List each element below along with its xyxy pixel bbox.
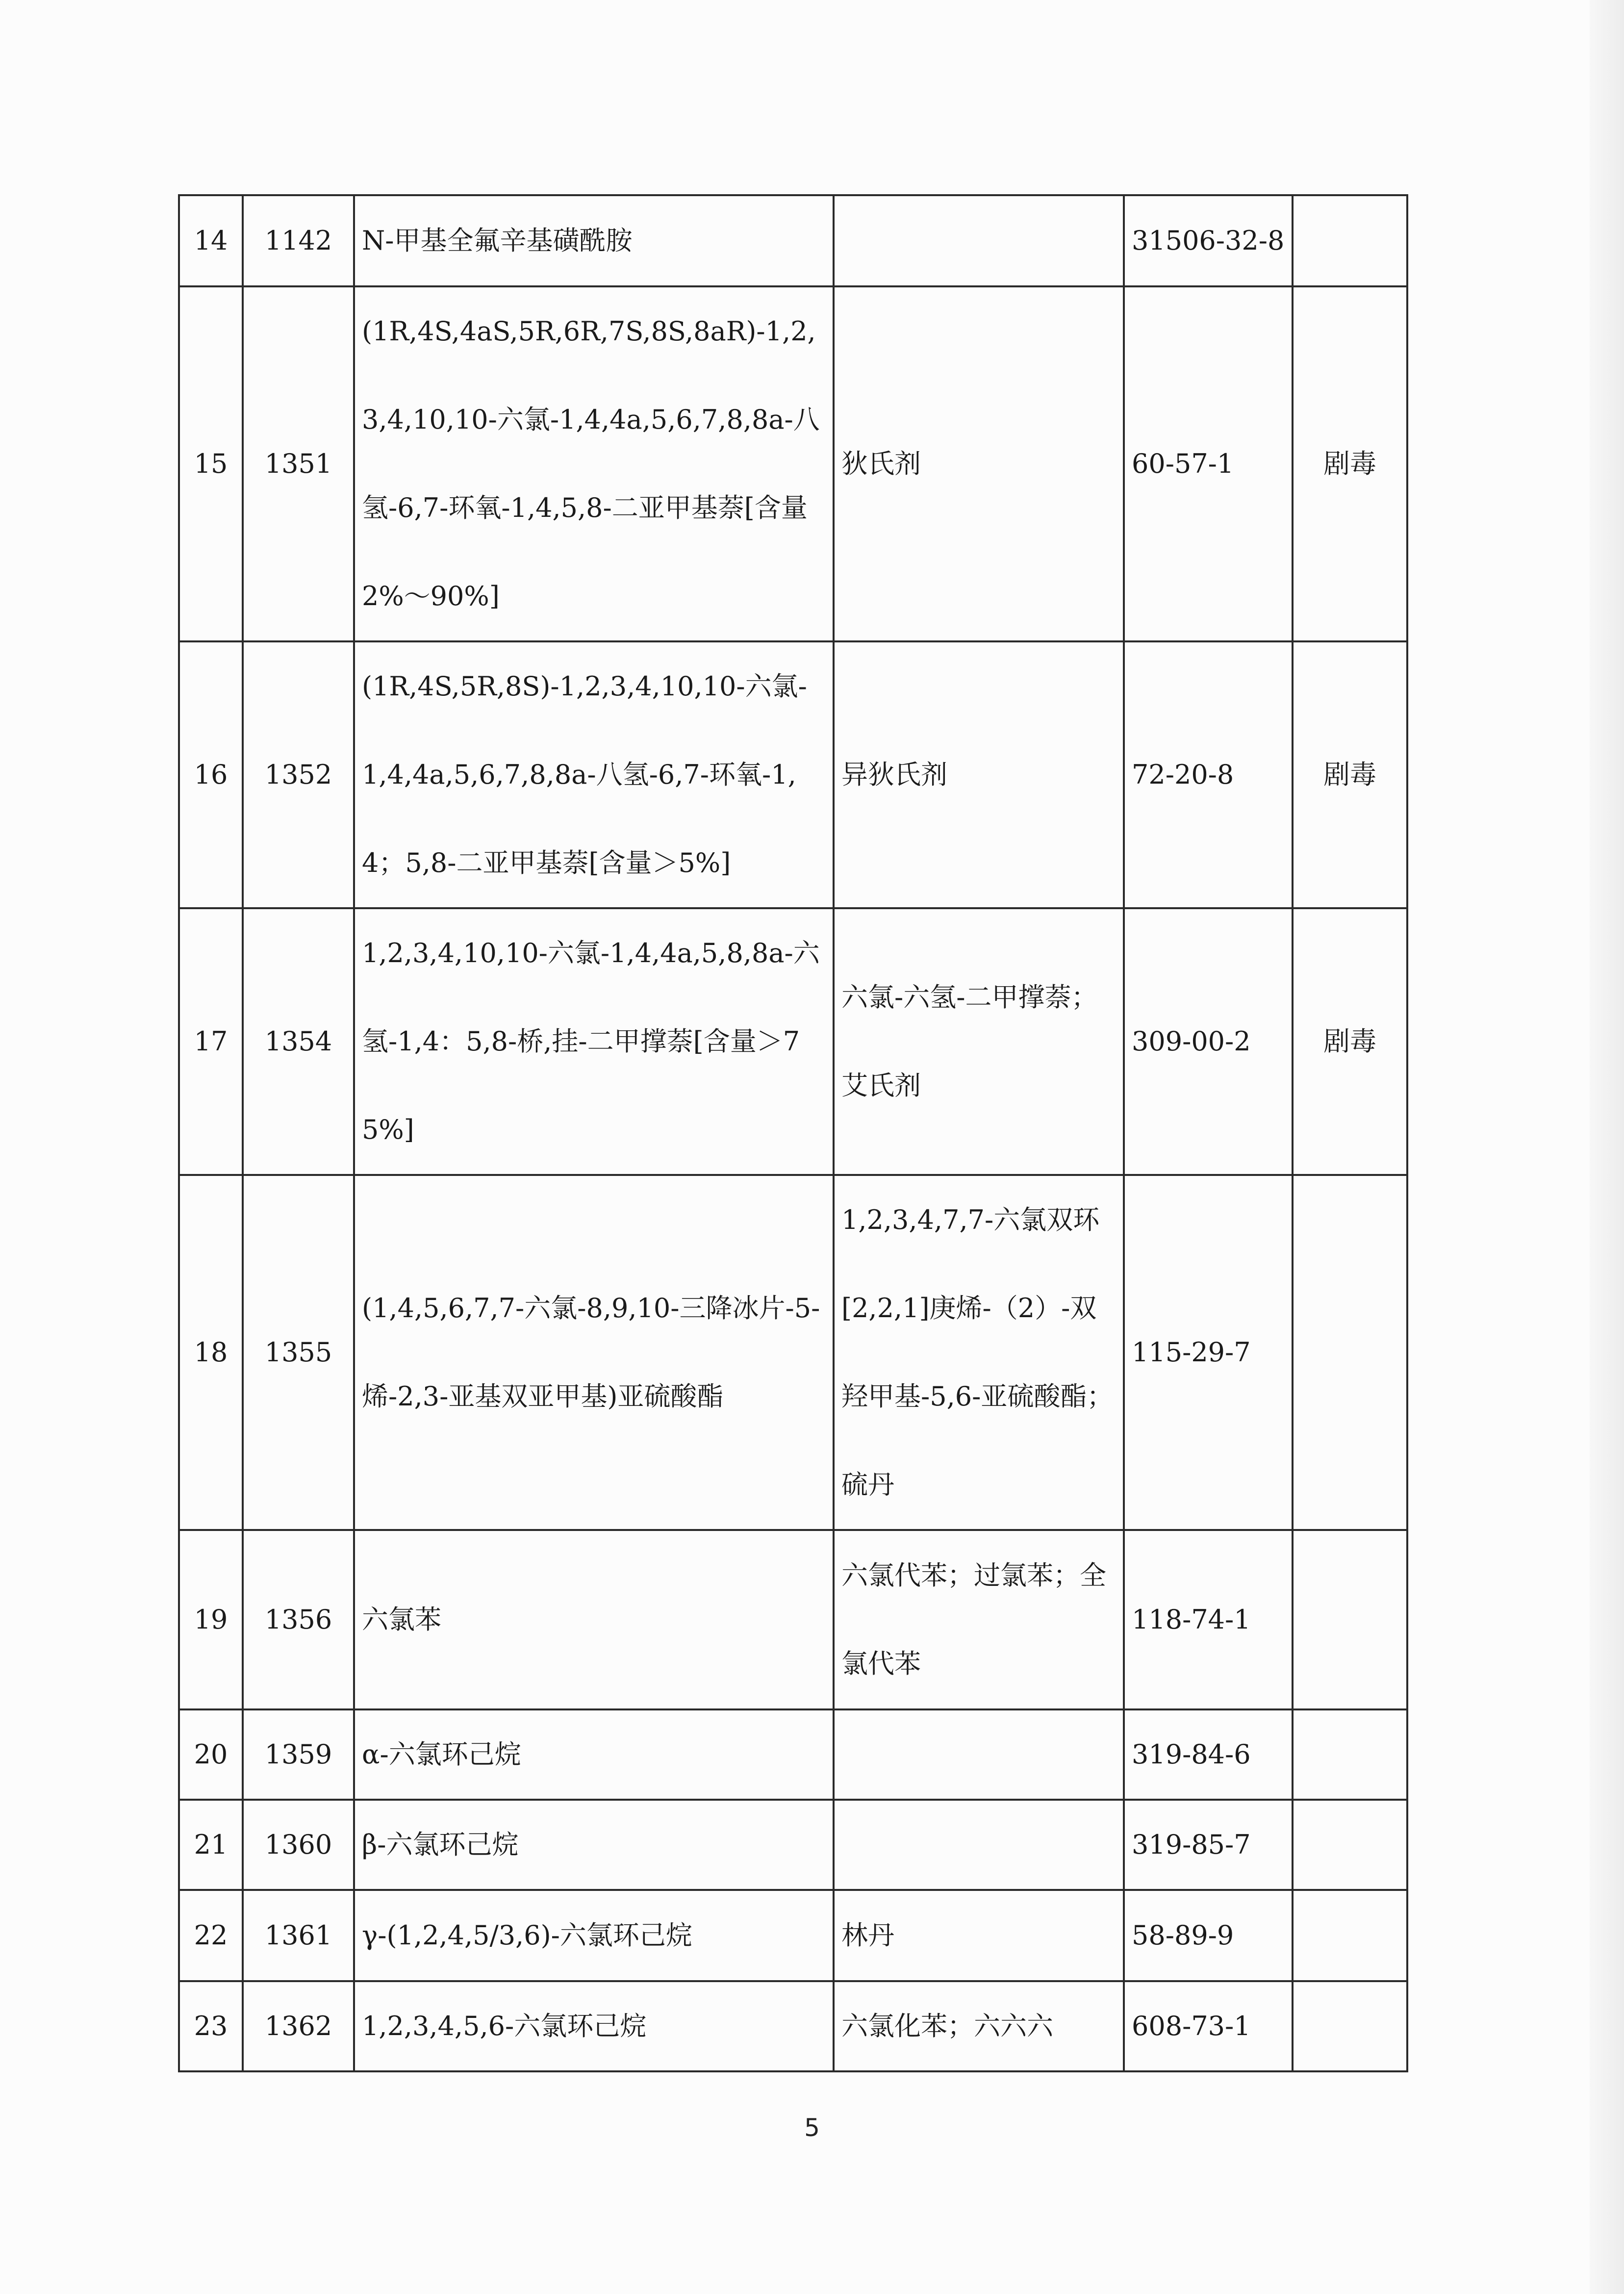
alias-cell: 狄氏剂 bbox=[834, 286, 1124, 641]
chemical-table bbox=[178, 194, 1408, 2072]
alias-cell bbox=[834, 195, 1124, 286]
table-row bbox=[179, 1981, 1407, 2071]
table-row bbox=[179, 1800, 1407, 1890]
code-cell: 1362 bbox=[243, 1981, 354, 2071]
seq-cell: 18 bbox=[179, 1175, 243, 1530]
cas-cell: 31506-32-8 bbox=[1124, 195, 1293, 286]
alias-cell bbox=[834, 1800, 1124, 1890]
name-cell: N-甲基全氟辛基磺酰胺 bbox=[354, 195, 834, 286]
code-cell: 1361 bbox=[243, 1890, 354, 1981]
seq-cell: 17 bbox=[179, 908, 243, 1175]
seq-cell: 14 bbox=[179, 195, 243, 286]
alias-cell: 异狄氏剂 bbox=[834, 641, 1124, 908]
cas-cell: 58-89-9 bbox=[1124, 1890, 1293, 1981]
cas-cell: 608-73-1 bbox=[1124, 1981, 1293, 2071]
seq-cell: 15 bbox=[179, 286, 243, 641]
code-cell: 1351 bbox=[243, 286, 354, 641]
cas-cell: 60-57-1 bbox=[1124, 286, 1293, 641]
name-cell: (1,4,5,6,7,7-六氯-8,9,10-三降冰片-5-烯-2,3-亚基双亚甲基)亚硫酸酯 bbox=[354, 1175, 834, 1530]
name-cell: (1R,4S,5R,8S)-1,2,3,4,10,10-六氯-1,4,4a,5,6,7,8,8a-八氢-6,7-环氧-1,4；5,8-二亚甲基萘[含量＞5%] bbox=[354, 641, 834, 908]
note-cell: 剧毒 bbox=[1293, 908, 1407, 1175]
table-row bbox=[179, 641, 1407, 908]
alias-cell bbox=[834, 1709, 1124, 1800]
code-cell: 1354 bbox=[243, 908, 354, 1175]
note-cell: 剧毒 bbox=[1293, 286, 1407, 641]
seq-cell: 21 bbox=[179, 1800, 243, 1890]
name-cell: β-六氯环己烷 bbox=[354, 1800, 834, 1890]
note-cell bbox=[1293, 1890, 1407, 1981]
table-row bbox=[179, 1530, 1407, 1709]
seq-cell: 19 bbox=[179, 1530, 243, 1709]
page-number: 5 bbox=[804, 2114, 820, 2142]
cas-cell: 115-29-7 bbox=[1124, 1175, 1293, 1530]
cas-cell: 319-84-6 bbox=[1124, 1709, 1293, 1800]
code-cell: 1356 bbox=[243, 1530, 354, 1709]
scan-edge-shadow bbox=[1590, 0, 1624, 2294]
name-cell: 1,2,3,4,5,6-六氯环己烷 bbox=[354, 1981, 834, 2071]
cas-cell: 72-20-8 bbox=[1124, 641, 1293, 908]
alias-cell: 林丹 bbox=[834, 1890, 1124, 1981]
cas-cell: 309-00-2 bbox=[1124, 908, 1293, 1175]
cas-cell: 118-74-1 bbox=[1124, 1530, 1293, 1709]
code-cell: 1352 bbox=[243, 641, 354, 908]
note-cell bbox=[1293, 1709, 1407, 1800]
alias-cell: 六氯化苯；六六六 bbox=[834, 1981, 1124, 2071]
seq-cell: 23 bbox=[179, 1981, 243, 2071]
name-cell: (1R,4S,4aS,5R,6R,7S,8S,8aR)-1,2,3,4,10,10-六氯-1,4,4a,5,6,7,8,8a-八氢-6,7-环氧-1,4,5,8-二亚甲基萘[含量2%～90%] bbox=[354, 286, 834, 641]
note-cell bbox=[1293, 1530, 1407, 1709]
alias-cell: 六氯代苯；过氯苯；全氯代苯 bbox=[834, 1530, 1124, 1709]
alias-cell: 六氯-六氢-二甲撑萘；艾氏剂 bbox=[834, 908, 1124, 1175]
table-row bbox=[179, 908, 1407, 1175]
name-cell: 六氯苯 bbox=[354, 1530, 834, 1709]
name-cell: 1,2,3,4,10,10-六氯-1,4,4a,5,8,8a-六氢-1,4：5,8-桥,挂-二甲撑萘[含量＞75%] bbox=[354, 908, 834, 1175]
code-cell: 1355 bbox=[243, 1175, 354, 1530]
code-cell: 1142 bbox=[243, 195, 354, 286]
name-cell: γ-(1,2,4,5/3,6)-六氯环己烷 bbox=[354, 1890, 834, 1981]
note-cell bbox=[1293, 1800, 1407, 1890]
code-cell: 1360 bbox=[243, 1800, 354, 1890]
note-cell bbox=[1293, 195, 1407, 286]
seq-cell: 16 bbox=[179, 641, 243, 908]
note-cell: 剧毒 bbox=[1293, 641, 1407, 908]
note-cell bbox=[1293, 1175, 1407, 1530]
table-row bbox=[179, 195, 1407, 286]
seq-cell: 20 bbox=[179, 1709, 243, 1800]
table-row bbox=[179, 1175, 1407, 1530]
note-cell bbox=[1293, 1981, 1407, 2071]
name-cell: α-六氯环己烷 bbox=[354, 1709, 834, 1800]
table-row bbox=[179, 1890, 1407, 1981]
table-row bbox=[179, 1709, 1407, 1800]
code-cell: 1359 bbox=[243, 1709, 354, 1800]
seq-cell: 22 bbox=[179, 1890, 243, 1981]
alias-cell: 1,2,3,4,7,7-六氯双环[2,2,1]庚烯-（2）-双羟甲基-5,6-亚硫酸酯；硫丹 bbox=[834, 1175, 1124, 1530]
table-row bbox=[179, 286, 1407, 641]
cas-cell: 319-85-7 bbox=[1124, 1800, 1293, 1890]
